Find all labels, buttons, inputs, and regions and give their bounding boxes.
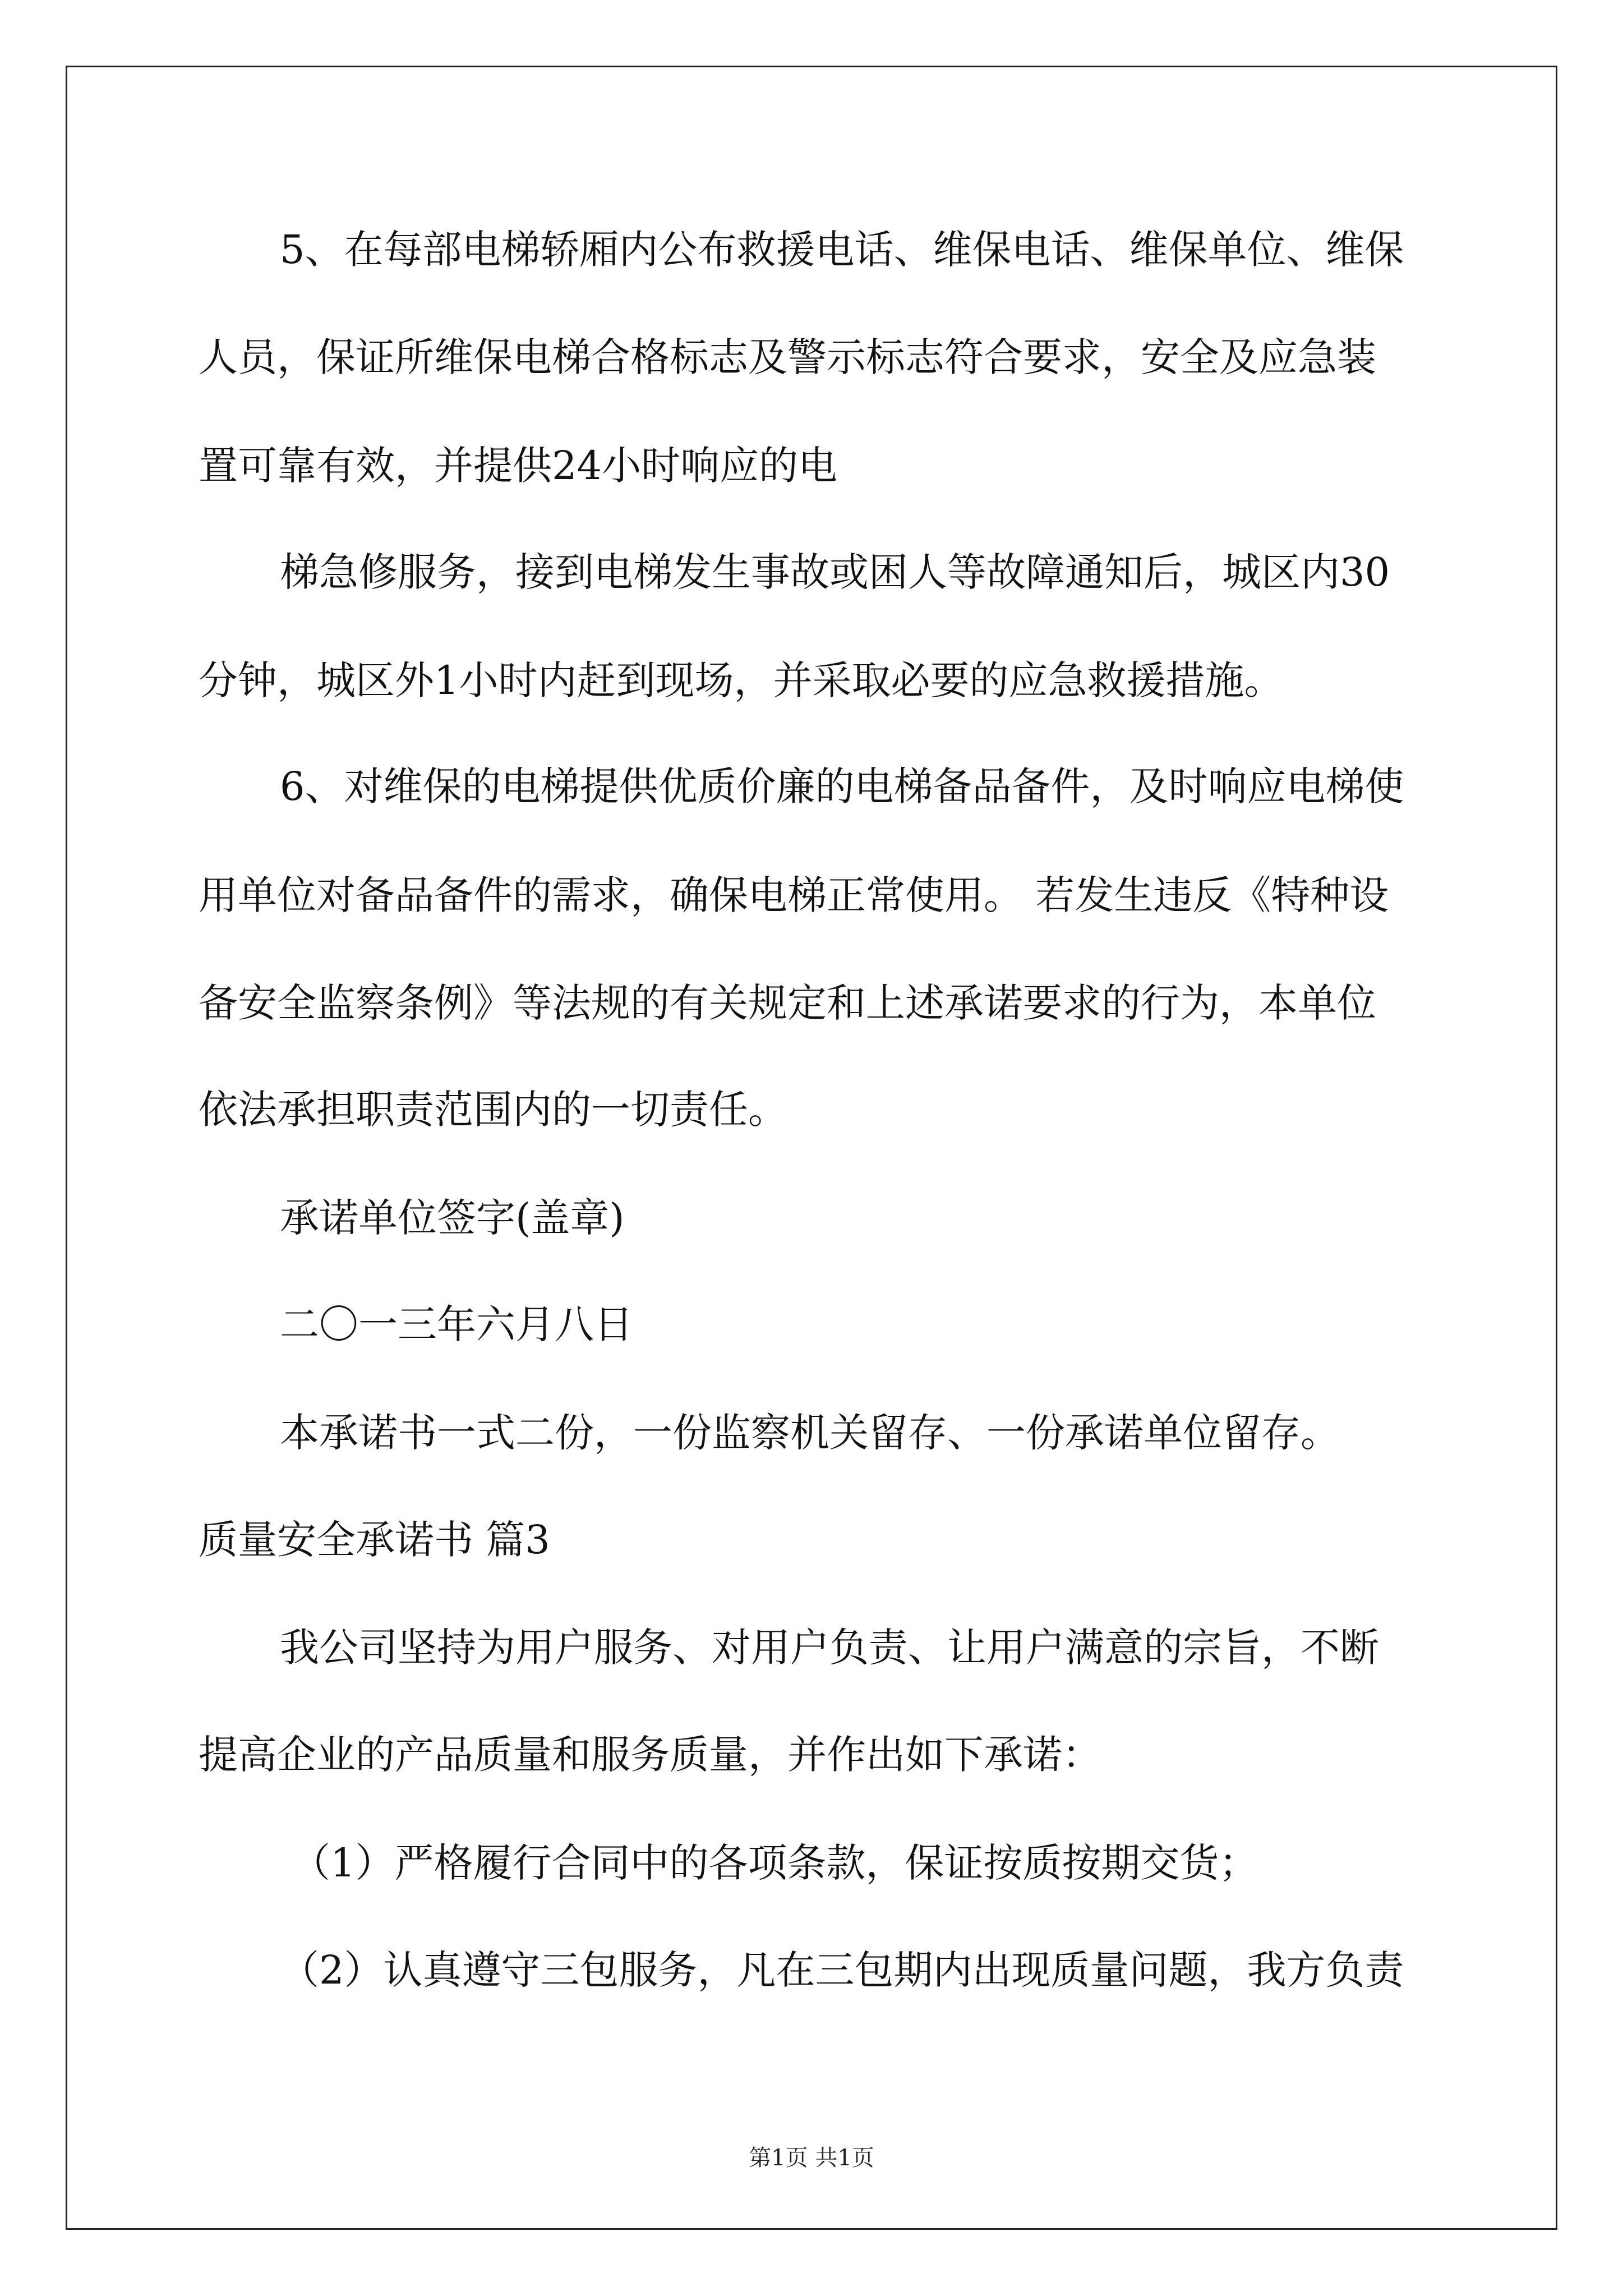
paragraph-line: 本承诺书一式二份，一份监察机关留存、一份承诺单位留存。: [280, 1410, 1340, 1456]
date-line: 二〇一三年六月八日: [280, 1301, 633, 1347]
paragraph-line: 梯急修服务，接到电梯发生事故或困人等故障通知后，城区内30: [280, 549, 1390, 595]
page-footer: 第1页 共1页: [749, 2145, 874, 2171]
paragraph-line: 备安全监察条例》等法规的有关规定和上述承诺要求的行为，本单位: [199, 980, 1376, 1026]
paragraph-line: 5、在每部电梯轿厢内公布救援电话、维保电话、维保单位、维保: [280, 227, 1404, 273]
paragraph-line: 分钟，城区外1小时内赶到现场，并采取必要的应急救援措施。: [199, 657, 1284, 703]
signature-label: 承诺单位签字(盖章): [280, 1195, 625, 1241]
paragraph-line: 依法承担职责范围内的一切责任。: [199, 1087, 787, 1133]
paragraph-line: 6、对维保的电梯提供优质价廉的电梯备品备件，及时响应电梯使: [280, 763, 1404, 809]
paragraph-line: 我公司坚持为用户服务、对用户负责、让用户满意的宗旨，不断: [280, 1625, 1379, 1671]
paragraph-line: 置可靠有效，并提供24小时响应的电: [199, 443, 838, 489]
list-item: （2）认真遵守三包服务，凡在三包期内出现质量问题，我方负责: [280, 1947, 1404, 1993]
paragraph-line: 用单位对备品备件的需求，确保电梯正常使用。 若发生违反《特种设: [199, 872, 1389, 918]
section-heading: 质量安全承诺书 篇3: [199, 1517, 550, 1563]
paragraph-line: 人员，保证所维保电梯合格标志及警示标志符合要求，安全及应急装: [199, 334, 1376, 380]
paragraph-line: 提高企业的产品质量和服务质量，并作出如下承诺：: [199, 1732, 1101, 1778]
page-border: [66, 66, 1557, 2230]
list-item: （1）严格履行合同中的各项条款，保证按质按期交货；: [291, 1840, 1258, 1886]
